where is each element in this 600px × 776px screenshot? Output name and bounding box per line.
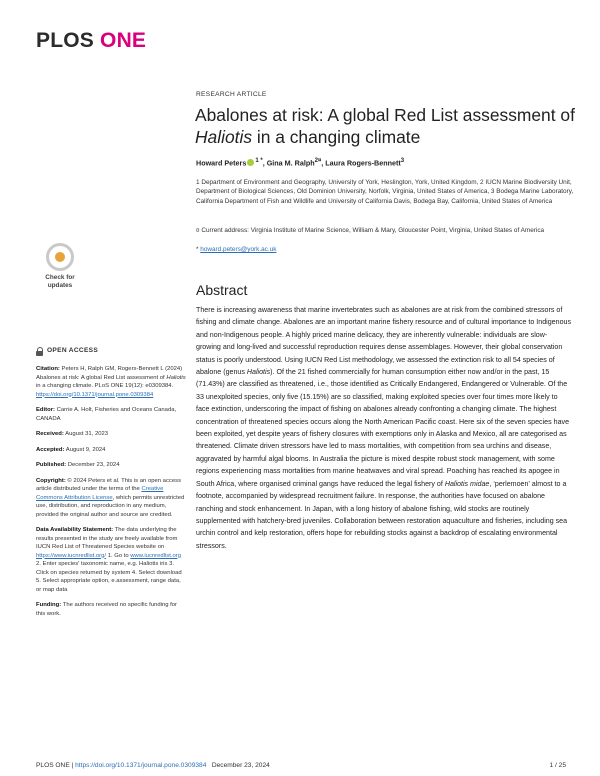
- abstract-heading: Abstract: [196, 282, 248, 298]
- affiliations: 1 Department of Environment and Geography, University of York, Heslington, York, United Kingdom, 2 IUCN Marine Biodiversity Unit, Department of Biological Sciences, Old Dominion University, Norfolk, Virginia, United States of America, 3 Bodega Marine Laboratory, California Department of Fish and Wildlife and University of California Davis, Bodega Bay, California, United States of America: [196, 179, 574, 205]
- license-link[interactable]: Creative Commons Attribution License: [36, 486, 164, 501]
- published-date: Published: December 23, 2024: [36, 462, 120, 468]
- abstract-text: There is increasing awareness that marine invertebrates such as abalones are at risk from the combined stressors of fishing and climate change. Abalones are an important marine fishery resource and of cultural importance to Indigenous and non-Indigenous people. A highly priced marine delicacy, they are inherently vulnerable: individuals are slow-growing and long-lived and successful reproduction requires dense assemblages. However, their global conservation status is poorly understood. Using IUCN Red List methodology, we assessed the extinction risk to all 54 species of abalone (genus Haliotis). Of the 21 fished commercially for human consumption either now and/or in the past, 15 (71.43%) are classified as threatened, i.e., those identified as Critically Endangered, Endangered or Vulnerable. Of the 33 unexploited species, only five (15.15%) are so classified, making exploited species over four times more likely to face extinction, underscoring the impact of fishing on abalones already confronting a changing climate. The highest concentration of threatened species occurs along the North American Pacific coast. Here six of the seven species have been exploited, yet despite years of fishery closures with exemptions only in Alaska and Mexico, all are categorised as threatened. Climate driven stressors have led to mass mortalities, with competition from sea urchins and disease, aggravated by harmful algal blooms. In Australia the picture is mixed despite robust stock management, with some regions experiencing mass mortalities from marine heatwaves and viral spread. Poaching has reached its apogee in South Africa, where organised criminal gangs have reduced the legal fishery of Haliotis midae, ‘perlemoen’ almost to a footnote, accompanied by widespread recruitment failure. In response, the authorities have focused on abalone ranching and stock enhancement. In Japan, with a long history of abalone fishing, wild stocks are routinely supplemented with hatchery-bred juveniles. Collaboration between restoration aquaculture and fisheries, including sea urchin control and kelp restoration, offers hope for rebuilding stocks against a backdrop of escalating environmental stressors.: [196, 306, 572, 550]
- author-name[interactable]: Howard Peters: [196, 158, 247, 168]
- author-list: Howard Peters $^{1 *}$, Gina M. Ralph$^{2¤}$, Laura Rogers-Bennett$^3$: [196, 158, 405, 168]
- iucn-link[interactable]: https://www.iucnredlist.org/: [36, 552, 107, 559]
- accepted-date: Accepted: August 9, 2024: [36, 446, 106, 453]
- article-type-label: RESEARCH ARTICLE: [196, 91, 267, 98]
- corresponding-email-line: * howard.peters@york.ac.uk: [196, 246, 277, 253]
- author-name[interactable]: Gina M. Ralph: [266, 158, 315, 168]
- orcid-icon[interactable]: [247, 159, 254, 166]
- logo-plos: PLOS: [36, 29, 94, 52]
- citation-doi-link[interactable]: https://doi.org/10.1371/journal.pone.0309384: [36, 391, 154, 398]
- article-sidebar: [36, 347, 186, 625]
- editor-block: Editor: Carrie A. Holt, Fisheries and Oceans Canada, CANADA: [36, 407, 177, 422]
- author-affiliation: 3: [400, 158, 405, 164]
- current-address: ¤ Current address: Virginia Institute of Marine Science, William & Mary, Gloucester Point, Virginia, United States of America: [196, 227, 545, 234]
- citation-block: Citation: Peters H, Ralph GM, Rogers-Bennett L (2024) Abalones at risk: A global Red List assessment of Haliotis in a changing climate. PLoS ONE 19(12): e0309384. https://doi.org/10.1371/journal.pone.0309384: [36, 366, 186, 398]
- page-number: 1 / 25: [549, 762, 566, 769]
- footer-doi-link[interactable]: https://doi.org/10.1371/journal.pone.0309384: [75, 762, 207, 769]
- copyright-block: Copyright: © 2024 Peters et al. This is an open access article distributed under the terms of the Creative Commons Attribution License, which permits unrestricted use, distribution, and reproduction in any medium, provided the original author and source are credited.: [36, 477, 185, 518]
- data-availability-block: Data Availability Statement: The data underlying the results presented in the study are freely available from IUCN Red List of Threatened Species website on https://www.iucnredlist.org/ 1. Go to www.iucnredlist.org 2. Enter species' taxonomic name, e.g. Haliotis iris 3. Click on species returned by system 4. Select download 5. Select appropriate option, e.assessment, range data, or map data: [36, 527, 182, 593]
- page-footer: PLOS ONE | https://doi.org/10.1371/journal.pone.0309384 December 23, 2024 1 / 25: [36, 762, 566, 769]
- author-affiliation: 1 *: [255, 158, 263, 164]
- check-for-updates-badge[interactable]: [36, 243, 84, 303]
- author-name[interactable]: Laura Rogers-Bennett: [325, 158, 401, 168]
- check-updates-label: Check for updates: [45, 274, 75, 289]
- open-lock-icon: [36, 347, 43, 356]
- footer-journal: PLOS ONE: [36, 762, 70, 769]
- check-updates-icon: [46, 243, 74, 271]
- author-affiliation: 2¤: [314, 158, 322, 164]
- article-title: Abalones at risk: A global Red List assessment of Haliotis in a changing climate: [195, 105, 575, 147]
- footer-date: December 23, 2024: [211, 762, 270, 769]
- corresponding-email-link[interactable]: howard.peters@york.ac.uk: [200, 246, 277, 253]
- open-access-badge: OPEN ACCESS: [36, 347, 186, 356]
- funding-block: Funding: The authors received no specific funding for this work.: [36, 602, 178, 617]
- journal-logo: [36, 30, 146, 51]
- iucn-link-short[interactable]: www.iucnredlist.org: [130, 552, 182, 559]
- logo-one: ONE: [100, 29, 147, 52]
- received-date: Received: August 31, 2023: [36, 431, 109, 437]
